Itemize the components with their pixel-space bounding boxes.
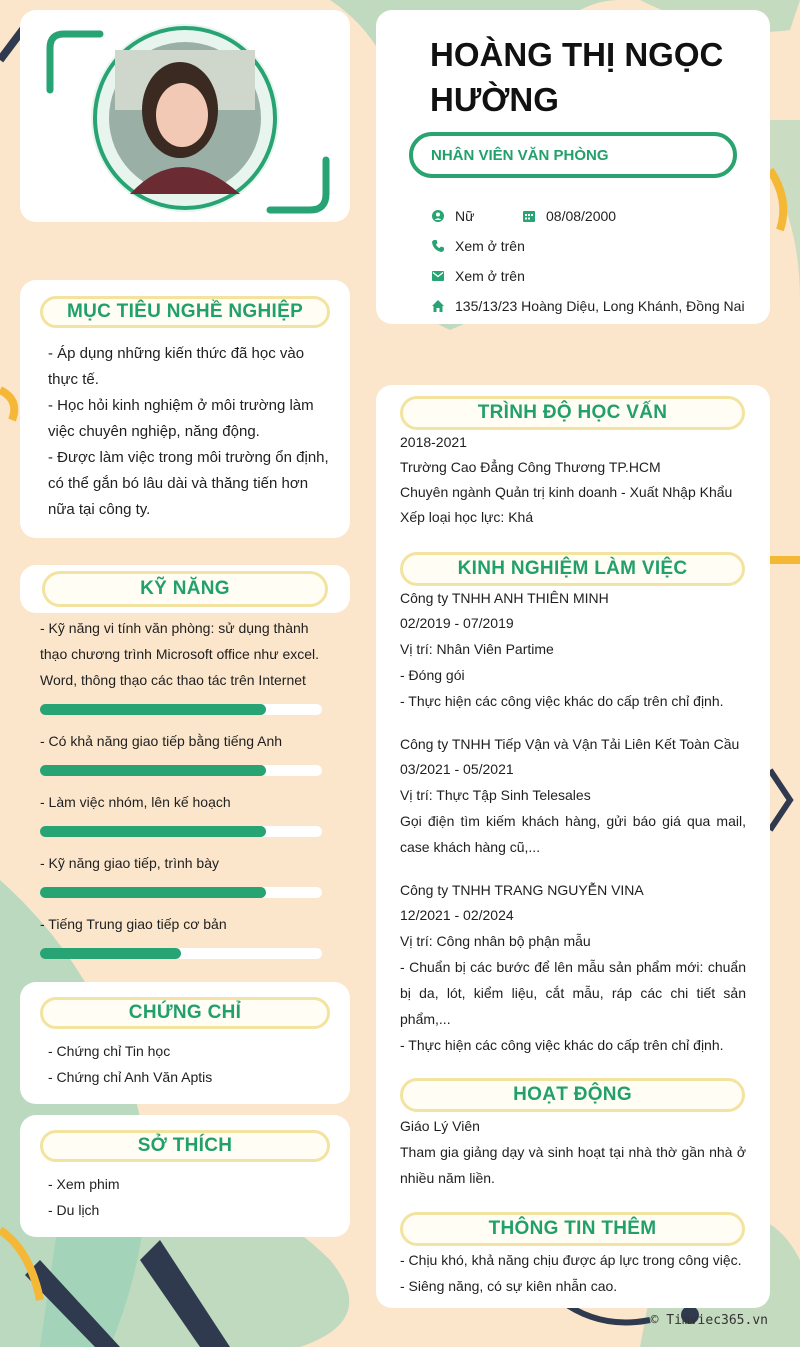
certificate-item: - Chứng chỉ Tin học	[48, 1043, 171, 1059]
candidate-name: HOÀNG THỊ NGỌC HƯỜNG	[430, 36, 724, 118]
skill-label: - Có khả năng giao tiếp bằng tiếng Anh	[40, 733, 283, 749]
calendar-icon	[522, 209, 536, 223]
skill-label: - Kỹ năng giao tiếp, trình bày	[40, 855, 219, 871]
phone-icon	[431, 239, 445, 253]
birthday-value: 08/08/2000	[546, 208, 617, 224]
hobbies-title: SỞ THÍCH	[40, 1130, 330, 1162]
job-detail: Gọi điện tìm kiếm khách hàng, gửi báo giá qua mail, case khách hàng cũ,...	[400, 813, 746, 855]
certificate-item: - Chứng chỉ Anh Văn Aptis	[48, 1069, 213, 1085]
job-position: Vị trí: Thực Tập Sinh Telesales	[400, 787, 591, 803]
job-detail: - Thực hiện các công việc khác do cấp trên chỉ định.	[400, 1037, 724, 1053]
address-row	[431, 298, 745, 314]
education-block	[400, 430, 748, 530]
objective-line: - Được làm việc trong môi trường ổn định, có thể gắn bó lâu dài và thăng tiến hơn nữa tại công ty.	[48, 449, 329, 518]
activities-title: HOẠT ĐỘNG	[400, 1078, 745, 1112]
skill-bar	[40, 704, 322, 715]
job-company: Công ty TNHH Tiếp Vận và Vận Tải Liên Kết Toàn Cầu	[400, 736, 740, 752]
photo-card	[20, 10, 350, 222]
skill-bar	[40, 826, 322, 837]
education-grade: Xếp loại học lực: Khá	[400, 509, 534, 525]
email-value: Xem ở trên	[455, 268, 525, 284]
extra-item: - Chịu khó, khả năng chịu được áp lực trong công việc.	[400, 1252, 742, 1268]
skills-title: KỸ NĂNG	[42, 571, 328, 607]
job-title: NHÂN VIÊN VĂN PHÒNG	[409, 132, 737, 178]
activity-description: Tham gia giảng dạy và sinh hoạt tại nhà thờ gần nhà ở nhiều năm liền.	[400, 1144, 746, 1186]
skill-label: - Tiếng Trung giao tiếp cơ bản	[40, 916, 227, 932]
education-major: Chuyên ngành Quản trị kinh doanh - Xuất Nhập Khẩu	[400, 484, 733, 500]
email-row	[431, 268, 525, 284]
skill-label: - Kỹ năng vi tính văn phòng: sử dụng thành thạo chương trình Microsoft office như excel. Word, thông thạo các thao tác trên Internet	[40, 620, 320, 688]
objective-text	[48, 341, 333, 523]
skill-bar	[40, 948, 322, 959]
job-period: 02/2019 - 07/2019	[400, 615, 514, 631]
home-icon	[431, 299, 445, 313]
experience-title: KINH NGHIỆM LÀM VIỆC	[400, 552, 745, 586]
hobby-item: - Du lịch	[48, 1202, 100, 1218]
skill-label: - Làm việc nhóm, lên kế hoạch	[40, 794, 231, 810]
extra-title: THÔNG TIN THÊM	[400, 1212, 745, 1246]
address-value: 135/13/23 Hoàng Diệu, Long Khánh, Đồng Nai	[455, 298, 745, 314]
skill-bar-fill	[40, 948, 181, 959]
gender-value: Nữ	[455, 208, 475, 224]
mail-icon	[431, 269, 445, 283]
birthday-row	[522, 208, 616, 224]
phone-row	[431, 238, 525, 254]
objective-title: MỤC TIÊU NGHỀ NGHIỆP	[40, 296, 330, 328]
education-period: 2018-2021	[400, 434, 467, 450]
job-position: Vị trí: Nhân Viên Partime	[400, 641, 554, 657]
job-period: 12/2021 - 02/2024	[400, 907, 514, 923]
objective-line: - Áp dụng những kiến thức đã học vào thực tế.	[48, 345, 305, 388]
skill-bar-fill	[40, 826, 266, 837]
skill-bar	[40, 765, 322, 776]
hobby-item: - Xem phim	[48, 1176, 120, 1192]
extra-block	[400, 1247, 748, 1299]
job-position: Vị trí: Công nhân bộ phận mẫu	[400, 933, 591, 949]
skill-bar	[40, 887, 322, 898]
objective-line: - Học hỏi kinh nghiệm ở môi trường làm việc chuyên nghiệp, năng động.	[48, 397, 314, 440]
skill-bar-fill	[40, 704, 266, 715]
certificates-list	[48, 1038, 212, 1090]
job-company: Công ty TNHH TRANG NGUYỄN VINA	[400, 882, 644, 898]
education-title: TRÌNH ĐỘ HỌC VẤN	[400, 396, 745, 430]
footer-watermark: © Timviec365.vn	[650, 1313, 768, 1328]
job-period: 03/2021 - 05/2021	[400, 761, 514, 777]
gender-row	[431, 208, 474, 224]
activity-role: Giáo Lý Viên	[400, 1118, 480, 1134]
experience-job	[400, 586, 746, 714]
certificates-title: CHỨNG CHỈ	[40, 997, 330, 1029]
avatar-frame	[20, 10, 350, 222]
hobbies-list	[48, 1171, 120, 1223]
experience-job	[400, 732, 746, 860]
job-company: Công ty TNHH ANH THIÊN MINH	[400, 590, 609, 606]
education-school: Trường Cao Đẳng Công Thương TP.HCM	[400, 459, 661, 475]
job-detail: - Chuẩn bị các bước để lên mẫu sản phẩm mới: chuẩn bị da, lót, kiểm liệu, cắt mẫu, ráp các chi tiết sản phẩm,...	[400, 959, 746, 1027]
job-detail: - Thực hiện các công việc khác do cấp trên chỉ định.	[400, 693, 724, 709]
activities-block	[400, 1113, 746, 1191]
extra-item: - Siêng năng, có sự kiên nhẫn cao.	[400, 1278, 618, 1294]
phone-value: Xem ở trên	[455, 238, 525, 254]
skill-bar-fill	[40, 765, 266, 776]
skill-bar-fill	[40, 887, 266, 898]
job-detail: - Đóng gói	[400, 667, 465, 683]
experience-job	[400, 878, 746, 1058]
person-icon	[431, 209, 445, 223]
